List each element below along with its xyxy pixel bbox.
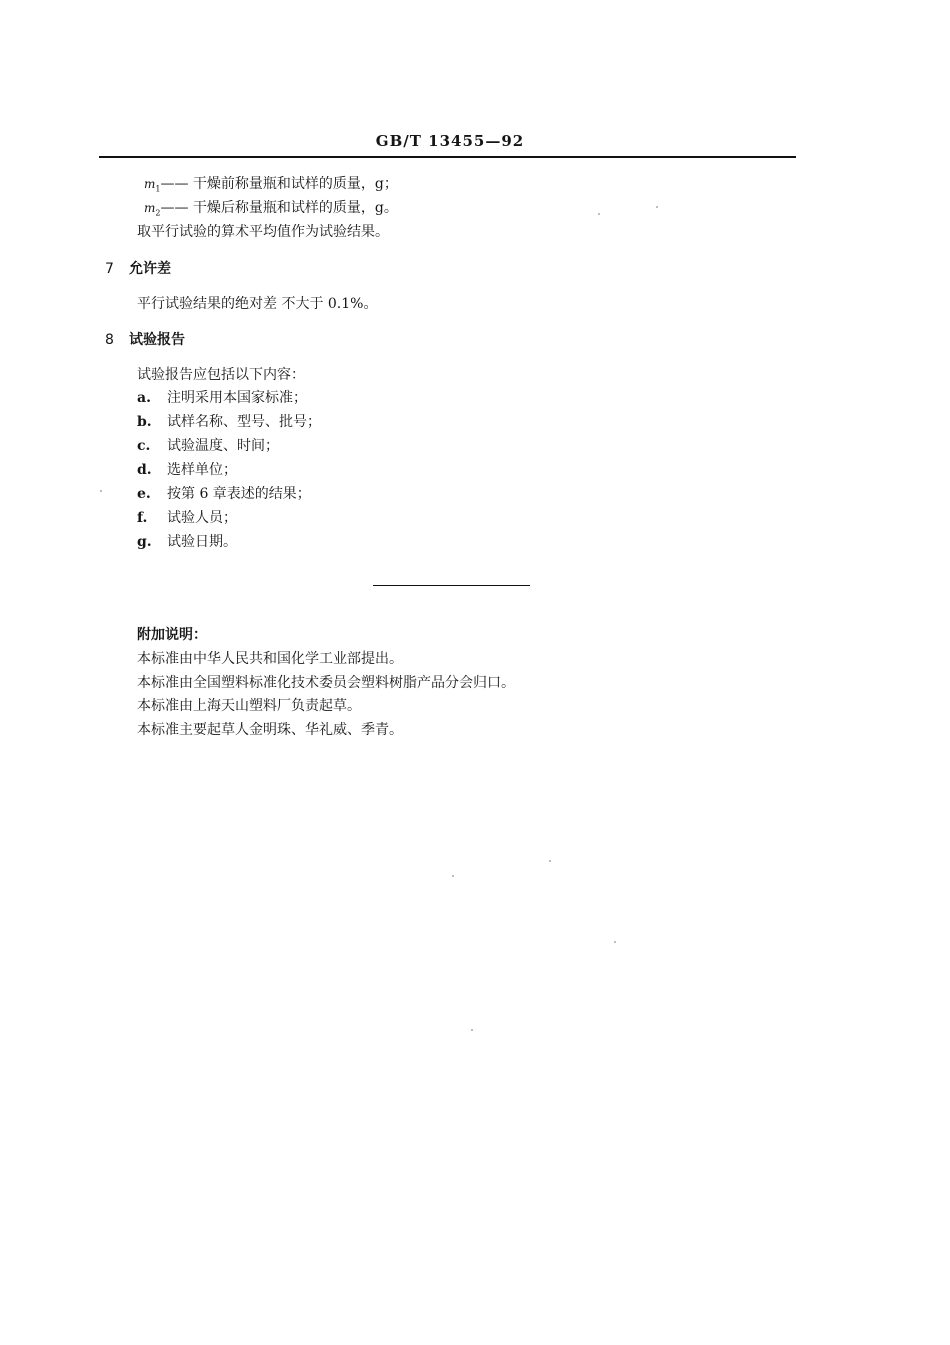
item-letter: d. [137, 462, 152, 478]
section-8-heading [105, 331, 185, 349]
scan-speck [656, 206, 658, 208]
section-8-intro: 试验报告应包括以下内容： [137, 367, 305, 383]
additional-notes-title: 附加说明： [137, 627, 207, 643]
report-item [137, 533, 237, 551]
item-text: 试验日期。 [167, 534, 237, 550]
item-letter: e. [137, 486, 151, 502]
item-text: 试样名称、型号、批号； [167, 414, 321, 430]
variable-symbol: $m_1$ [144, 177, 161, 194]
variable-description: —— 干燥前称量瓶和试样的质量，g； [160, 176, 398, 192]
additional-note-line: 本标准由全国塑料标准化技术委员会塑料树脂产品分会归口。 [137, 675, 515, 691]
scan-speck [471, 1029, 473, 1031]
report-item [137, 461, 237, 479]
end-of-text-rule [373, 585, 530, 586]
item-letter: g. [137, 534, 152, 550]
variable-definition-m1 [144, 175, 398, 198]
item-letter: c. [137, 438, 151, 454]
header-rule [99, 156, 796, 158]
section-number: 7 [105, 261, 114, 277]
variable-description: —— 干燥后称量瓶和试样的质量，g。 [160, 200, 398, 216]
variable-definition-m2 [144, 199, 398, 222]
section-number: 8 [105, 332, 114, 348]
item-text: 按第 6 章表述的结果； [167, 486, 311, 502]
scan-speck [452, 875, 454, 877]
additional-note-line: 本标准主要起草人金明珠、华礼威、季青。 [137, 722, 403, 738]
item-letter: a. [137, 390, 151, 406]
variable-symbol: $m_2$ [144, 201, 161, 218]
report-item [137, 485, 311, 503]
item-letter: b. [137, 414, 152, 430]
report-item [137, 437, 279, 455]
item-text: 试验温度、时间； [167, 438, 279, 454]
scan-speck [549, 860, 551, 862]
item-text: 试验人员； [167, 510, 237, 526]
item-text: 选样单位； [167, 462, 237, 478]
standard-number-header: GB/T 13455—92 [375, 132, 525, 150]
additional-note-line: 本标准由中华人民共和国化学工业部提出。 [137, 651, 403, 667]
report-item [137, 509, 237, 527]
report-item [137, 389, 307, 407]
section-7-heading [105, 260, 171, 278]
scan-speck [100, 490, 102, 492]
report-item [137, 413, 321, 431]
section-title: 试验报告 [129, 332, 185, 348]
result-note: 取平行试验的算术平均值作为试验结果。 [137, 224, 389, 240]
scan-speck [598, 213, 600, 215]
item-text: 注明采用本国家标准； [167, 390, 307, 406]
scan-speck [614, 941, 616, 943]
additional-note-line: 本标准由上海天山塑料厂负责起草。 [137, 698, 361, 714]
section-7-body: 平行试验结果的绝对差 不大于 0.1%。 [137, 296, 378, 312]
section-title: 允许差 [129, 261, 171, 277]
item-letter: f. [137, 510, 148, 526]
